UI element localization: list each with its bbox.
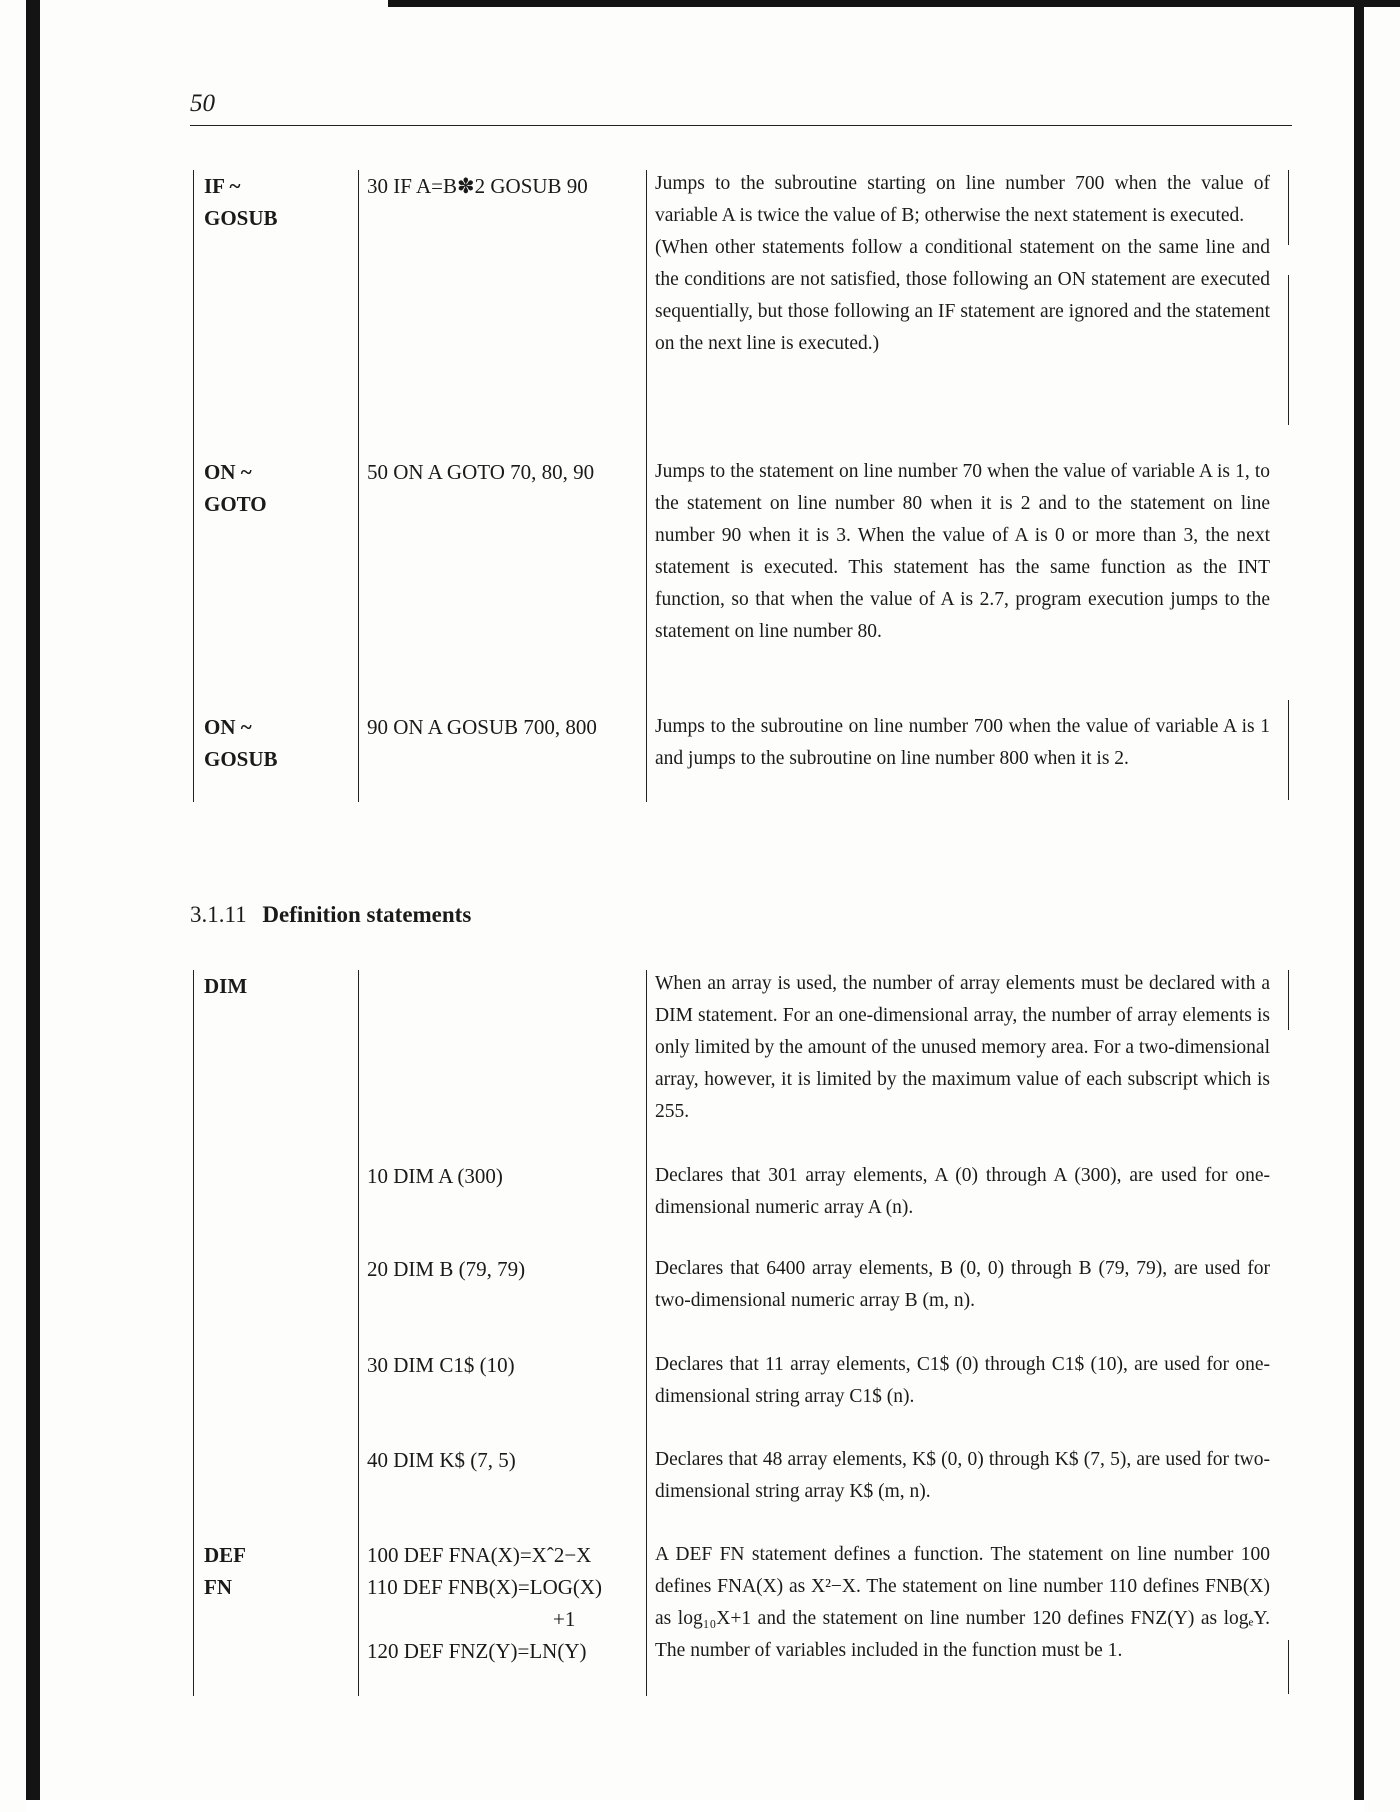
table2-divider-2 — [646, 970, 647, 1696]
scan-border-top — [388, 0, 1400, 7]
keyword: IF ~ GOSUB — [204, 174, 278, 230]
description — [655, 711, 1270, 775]
description-paragraph: Jumps to the statement on line number 70 when the value of variable A is 1, to the statement on line number 80 when it is 2 and to the statement on line number 90 when it is 3. When the value of A is 0 or more than 3, the next statement is executed. This statement has the same function as the INT function, so that when the value of A is 2.7, program execution jumps to the statement on line number 80. — [655, 461, 1270, 642]
description-paragraph: (When other statements follow a conditional statement on the same line and the conditions are not satisfied, those following an ON statement are executed sequentially, but those following an IF statement are ignored and the statement on the next line is executed.) — [655, 237, 1270, 354]
keyword: ON ~ GOSUB — [204, 715, 278, 771]
section-number: 3.1.11 — [190, 902, 247, 927]
table1-right-border — [1288, 170, 1289, 245]
section-title: Definition statements — [262, 902, 472, 927]
keyword: ON ~ GOTO — [204, 460, 267, 516]
header-rule — [190, 125, 1292, 126]
section-heading — [190, 902, 471, 928]
example-code: 30 IF A=B✽2 GOSUB 90 — [367, 174, 588, 198]
keyword: DEF FN — [204, 1543, 246, 1599]
example-code: 30 DIM C1$ (10) — [367, 1353, 515, 1377]
table1-divider-2 — [646, 170, 647, 802]
table1-left-border — [193, 170, 194, 802]
table1-right-border-2 — [1288, 275, 1289, 425]
scan-border-right — [1354, 0, 1364, 1812]
example-code: 10 DIM A (300) — [367, 1164, 503, 1188]
description — [655, 456, 1270, 648]
example-code: 20 DIM B (79, 79) — [367, 1257, 526, 1281]
example-code: 40 DIM K$ (7, 5) — [367, 1448, 516, 1472]
example-code: 50 ON A GOTO 70, 80, 90 — [367, 460, 595, 484]
description — [655, 1444, 1270, 1508]
description-paragraph: Jumps to the subroutine starting on line number 700 when the value of variable A is twice the value of B; otherwise the next statement is executed. — [655, 173, 1270, 226]
description-paragraph: Declares that 6400 array elements, B (0, 0) through B (79, 79), are used for two-dimensional numeric array B (m, n). — [655, 1258, 1270, 1311]
description-paragraph: When an array is used, the number of array elements must be declared with a DIM statement. For an one-dimensional array, the number of array elements is only limited by the amount of the unused memory area. For a two-dimensional array, however, it is limited by the maximum value of each subscript which is 255. — [655, 973, 1270, 1122]
example-line: 110 DEF FNB(X)=LOG(X) — [367, 1575, 603, 1599]
table2-right-border — [1288, 970, 1289, 1030]
scan-border-left — [26, 0, 40, 1812]
description-paragraph: A DEF FN statement defines a function. The statement on line number 100 defines FNA(X) as X²−X. The statement on line number 110 defines FNB(X) as log₁₀X+1 and the statement on line number 120 defines FNZ(Y) as logₑY. The number of variables included in the function must be 1. — [655, 1544, 1270, 1661]
keyword: DIM — [204, 974, 248, 998]
table2-divider-1 — [358, 970, 359, 1696]
example-code: 90 ON A GOSUB 700, 800 — [367, 715, 597, 739]
table1-divider-1 — [358, 170, 359, 802]
table1-right-border-3 — [1288, 700, 1289, 800]
description — [655, 1539, 1270, 1667]
description-paragraph: Declares that 301 array elements, A (0) through A (300), are used for one-dimensional numeric array A (n). — [655, 1165, 1270, 1218]
example-line: +1 — [553, 1607, 576, 1631]
description — [655, 1253, 1270, 1317]
table2-left-border — [193, 970, 194, 1696]
description — [655, 168, 1270, 360]
description — [655, 1160, 1270, 1224]
example-code — [367, 1539, 637, 1667]
description-paragraph: Jumps to the subroutine on line number 700 when the value of variable A is 1 and jumps to the subroutine on line number 800 when it is 2. — [655, 716, 1270, 769]
scan-border-bottom — [26, 1800, 1364, 1812]
description-paragraph: Declares that 48 array elements, K$ (0, 0) through K$ (7, 5), are used for two-dimensional string array K$ (m, n). — [655, 1449, 1270, 1502]
example-line: 100 DEF FNA(X)=Xˆ2−X — [367, 1543, 592, 1567]
example-line: 120 DEF FNZ(Y)=LN(Y) — [367, 1639, 587, 1663]
page-number: 50 — [190, 90, 215, 117]
description — [655, 1349, 1270, 1413]
description — [655, 968, 1270, 1128]
description-paragraph: Declares that 11 array elements, C1$ (0) through C1$ (10), are used for one-dimensional string array C1$ (n). — [655, 1354, 1270, 1407]
table2-right-border-2 — [1288, 1640, 1289, 1694]
